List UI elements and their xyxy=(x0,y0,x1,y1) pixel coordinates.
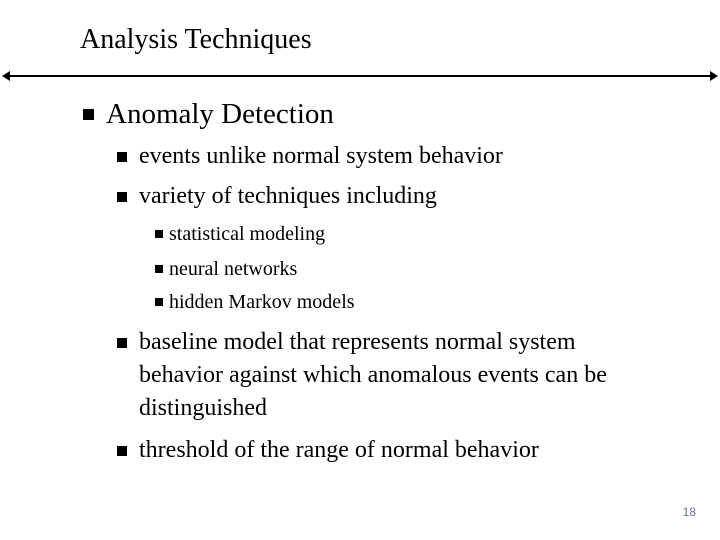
title-rule xyxy=(8,75,712,77)
bullet-threshold: threshold of the range of normal behavior xyxy=(139,437,539,463)
slide-title: Analysis Techniques xyxy=(80,24,312,55)
bullet-anomaly-detection: Anomaly Detection xyxy=(106,98,334,130)
bullet-baseline-model-line-3: distinguished xyxy=(139,395,268,421)
square-bullet-icon xyxy=(117,446,127,456)
square-bullet-icon xyxy=(155,265,163,273)
bullet-baseline-model-line-2: behavior against which anomalous events can be xyxy=(139,362,607,388)
square-bullet-icon xyxy=(117,192,127,202)
square-bullet-icon xyxy=(83,109,94,120)
sub-bullet-neural-networks: neural networks xyxy=(169,258,298,280)
square-bullet-icon xyxy=(117,338,127,348)
bullet-variety-of-techniques: variety of techniques including xyxy=(139,183,437,209)
square-bullet-icon xyxy=(117,152,127,162)
sub-bullet-hidden-markov-models: hidden Markov models xyxy=(169,291,355,313)
bullet-events-unlike: events unlike normal system behavior xyxy=(139,143,503,169)
page-number: 18 xyxy=(682,505,696,519)
bullet-baseline-model-line-1: baseline model that represents normal system xyxy=(139,329,576,355)
square-bullet-icon xyxy=(155,230,163,238)
title-rule-right-arrow-icon xyxy=(710,71,718,81)
sub-bullet-statistical-modeling: statistical modeling xyxy=(169,223,326,245)
square-bullet-icon xyxy=(155,298,163,306)
